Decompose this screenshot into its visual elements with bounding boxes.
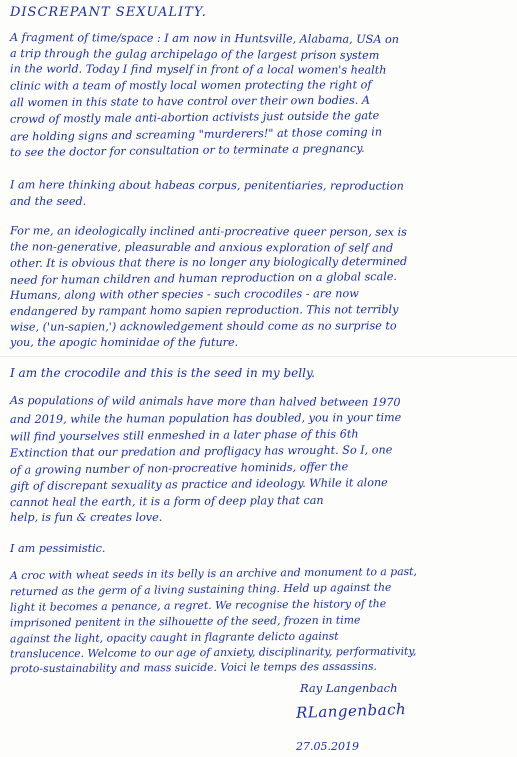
text-line: clinic with a team of mostly local women protecting the right of bbox=[9, 78, 372, 93]
text-line: imprisoned penitent in the silhouette of the seed, frozen in time bbox=[9, 613, 361, 630]
text-line: endangered by rampant homo sapien reproduction. This not terribly bbox=[9, 302, 399, 319]
text-line: you, the apogic hominidae of the future. bbox=[10, 336, 239, 349]
text-line: returned as the germ of a living sustaining thing. Held up against the bbox=[9, 580, 392, 599]
text-line: wise, ('un-sapien,') acknowledgement should come as no surprise to bbox=[9, 319, 397, 334]
text-line: need for human children and human reproduction on a global scale. bbox=[9, 269, 398, 288]
text-line: and the seed. bbox=[10, 195, 87, 208]
text-line: crowd of mostly male anti-abortion activists just outside the gate bbox=[9, 109, 380, 126]
text-line: other. It is obvious that there is no longer any biologically determined bbox=[9, 254, 408, 271]
text-line: are holding signs and screaming "murderers!" at those coming in bbox=[9, 125, 383, 144]
text-line: cannot heal the earth, it is a form of deep play that can bbox=[9, 493, 324, 510]
text-line: the non-generative, pleasurable and anxious exploration of self and bbox=[9, 240, 394, 255]
text-line: will find yourselves still enmeshed in a later phase of this 6th bbox=[9, 427, 359, 444]
text-line: I am the crocodile and this is the seed in my belly. bbox=[10, 366, 315, 380]
text-line: gift of discrepant sexuality as practice and ideology. While it alone bbox=[9, 476, 388, 493]
text-line: Humans, along with other species - such crocodiles - are now bbox=[9, 287, 359, 302]
text-line: translucence. Welcome to our age of anxiety, disciplinarity, performativity, bbox=[9, 644, 417, 661]
text-line: proto-sustainability and mass suicide. Voici le temps des assassins. bbox=[9, 659, 377, 676]
text-line: and 2019, while the human population has doubled, you in your time bbox=[9, 410, 402, 427]
text-line: help, is fun & creates love. bbox=[10, 511, 163, 524]
signature-date: 27.05.2019 bbox=[296, 740, 359, 753]
text-line: A croc with wheat seeds in its belly is an archive and monument to a past, bbox=[9, 564, 417, 583]
text-line: A fragment of time/space : I am now in Huntsville, Alabama, USA on bbox=[9, 30, 399, 47]
text-line: light it becomes a penance, a regret. We recognise the history of the bbox=[9, 597, 387, 614]
handwritten-signature: RLangenbach bbox=[295, 700, 407, 722]
signature-name: Ray Langenbach bbox=[300, 681, 398, 695]
text-line: I am pessimistic. bbox=[10, 542, 106, 555]
text-line: to see the doctor for consultation or to terminate a pregnancy. bbox=[9, 141, 365, 160]
text-line: As populations of wild animals have more than halved between 1970 bbox=[9, 393, 401, 410]
text-line: in the world. Today I find myself in front of a local women's health bbox=[9, 62, 387, 77]
page-title: DISCREPANT SEXUALITY. bbox=[10, 5, 207, 20]
text-line: of a growing number of non-procreative hominids, offer the bbox=[9, 460, 349, 477]
fold-line bbox=[0, 356, 517, 357]
text-line: I am here thinking about habeas corpus, penitentiaries, reproduction bbox=[9, 178, 404, 193]
text-line: all women in this state to have control over their own bodies. A bbox=[9, 93, 370, 110]
text-line: against the light, opacity caught in flagrante delicto against bbox=[9, 629, 339, 646]
text-line: For me, an ideologically inclined anti-procreative queer person, sex is bbox=[9, 224, 407, 239]
text-line: Extinction that our predation and profligacy has wrought. So I, one bbox=[9, 443, 393, 460]
text-line: a trip through the gulag archipelago of the largest prison system bbox=[9, 47, 380, 62]
